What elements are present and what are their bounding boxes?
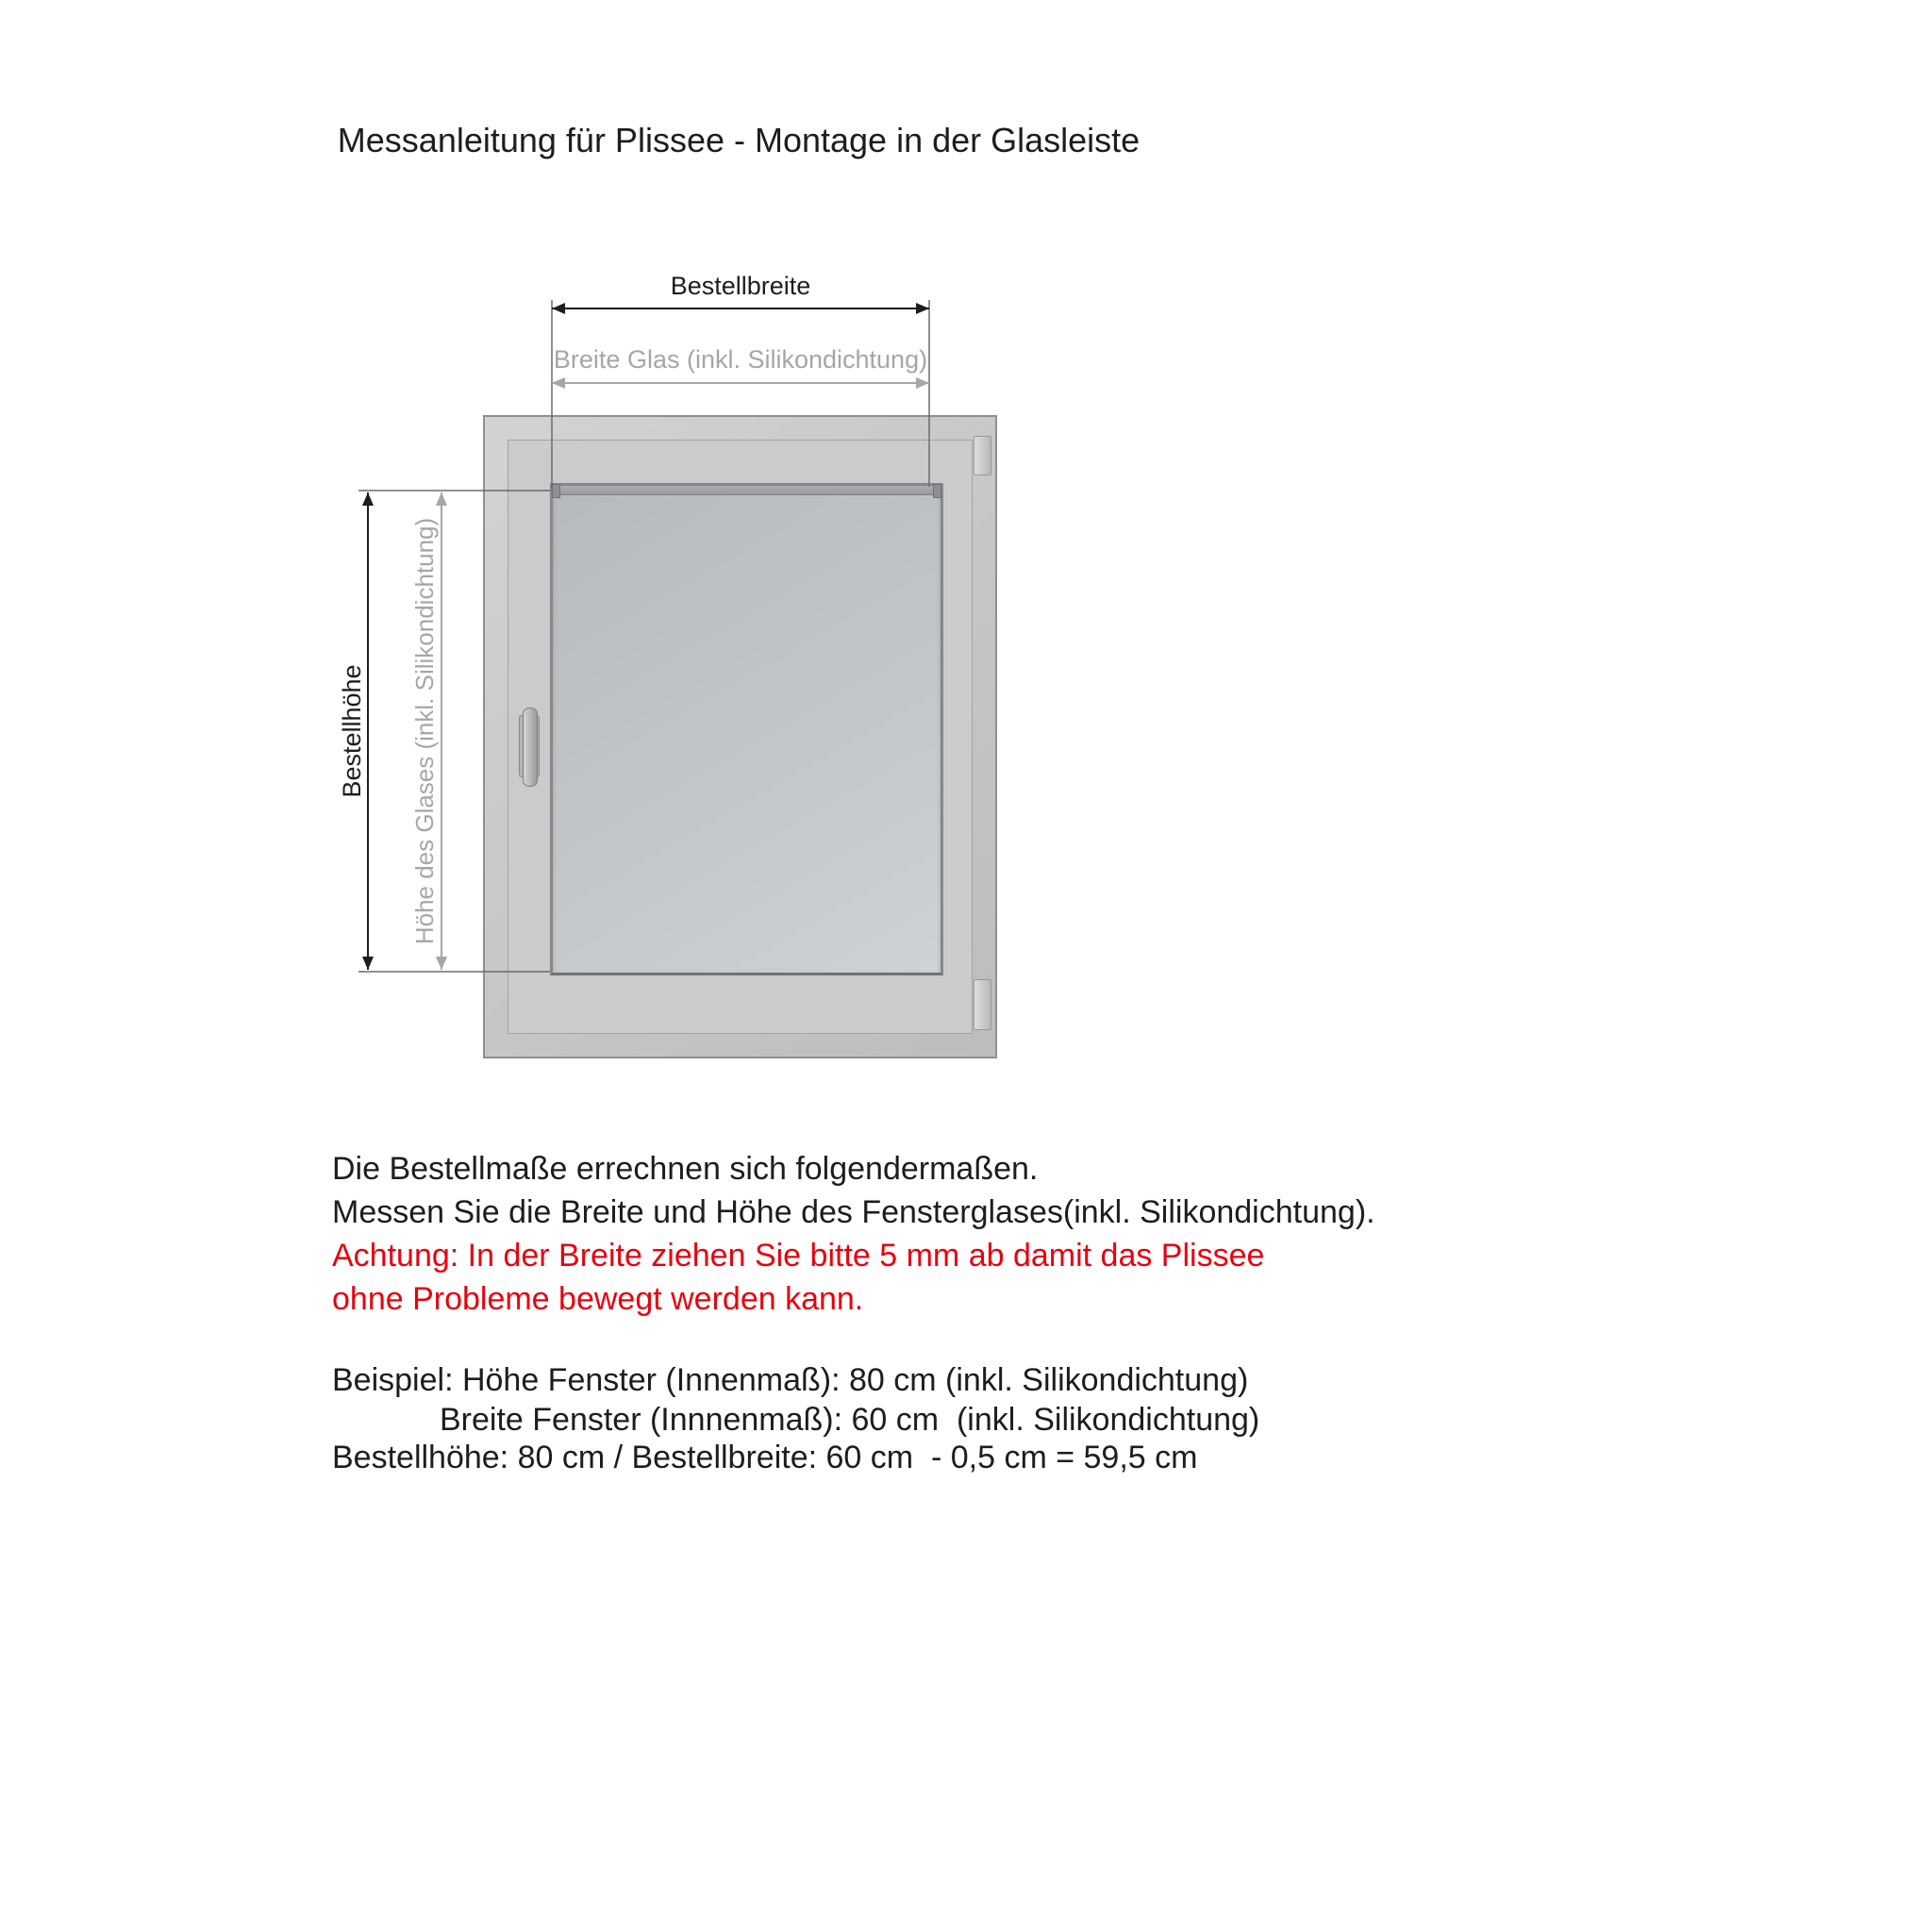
instruction-intro-line-2: Messen Sie die Breite und Höhe des Fensterglases(inkl. Silikondichtung). (332, 1194, 1375, 1230)
rail-end-cap-left (552, 484, 560, 498)
plissee-top-rail (553, 486, 941, 495)
example-width-line: Breite Fenster (Innnenmaß): 60 cm (inkl. Silikondichtung) (440, 1402, 1260, 1438)
window-hinge-top (974, 436, 991, 475)
rail-end-cap-right (933, 484, 941, 498)
order-width-label: Bestellbreite (670, 272, 811, 300)
instruction-warning-line-1: Achtung: In der Breite ziehen Sie bitte 5 mm ab damit das Plissee (332, 1238, 1265, 1274)
page-title: Messanleitung für Plissee - Montage in der Glasleiste (337, 121, 1141, 159)
instruction-warning-line-2: ohne Probleme bewegt werden kann. (332, 1281, 864, 1317)
window-hinge-bottom (974, 979, 991, 1030)
example-result-line: Bestellhöhe: 80 cm / Bestellbreite: 60 cm - 0,5 cm = 59,5 cm (332, 1440, 1198, 1475)
order-height-label: Bestellhöhe (337, 664, 366, 798)
window-handle (523, 708, 538, 787)
glass-width-label: Breite Glas (inkl. Silikondichtung) (553, 345, 928, 374)
glass-height-label: Höhe des Glases (inkl. Silikondichtung) (409, 517, 439, 945)
example-height-line: Beispiel: Höhe Fenster (Innenmaß): 80 cm (inkl. Silikondichtung) (332, 1362, 1249, 1398)
window-outer-frame (483, 415, 997, 1058)
instruction-intro-line-1: Die Bestellmaße errechnen sich folgendermaßen. (332, 1151, 1039, 1187)
window-glass (550, 483, 943, 975)
